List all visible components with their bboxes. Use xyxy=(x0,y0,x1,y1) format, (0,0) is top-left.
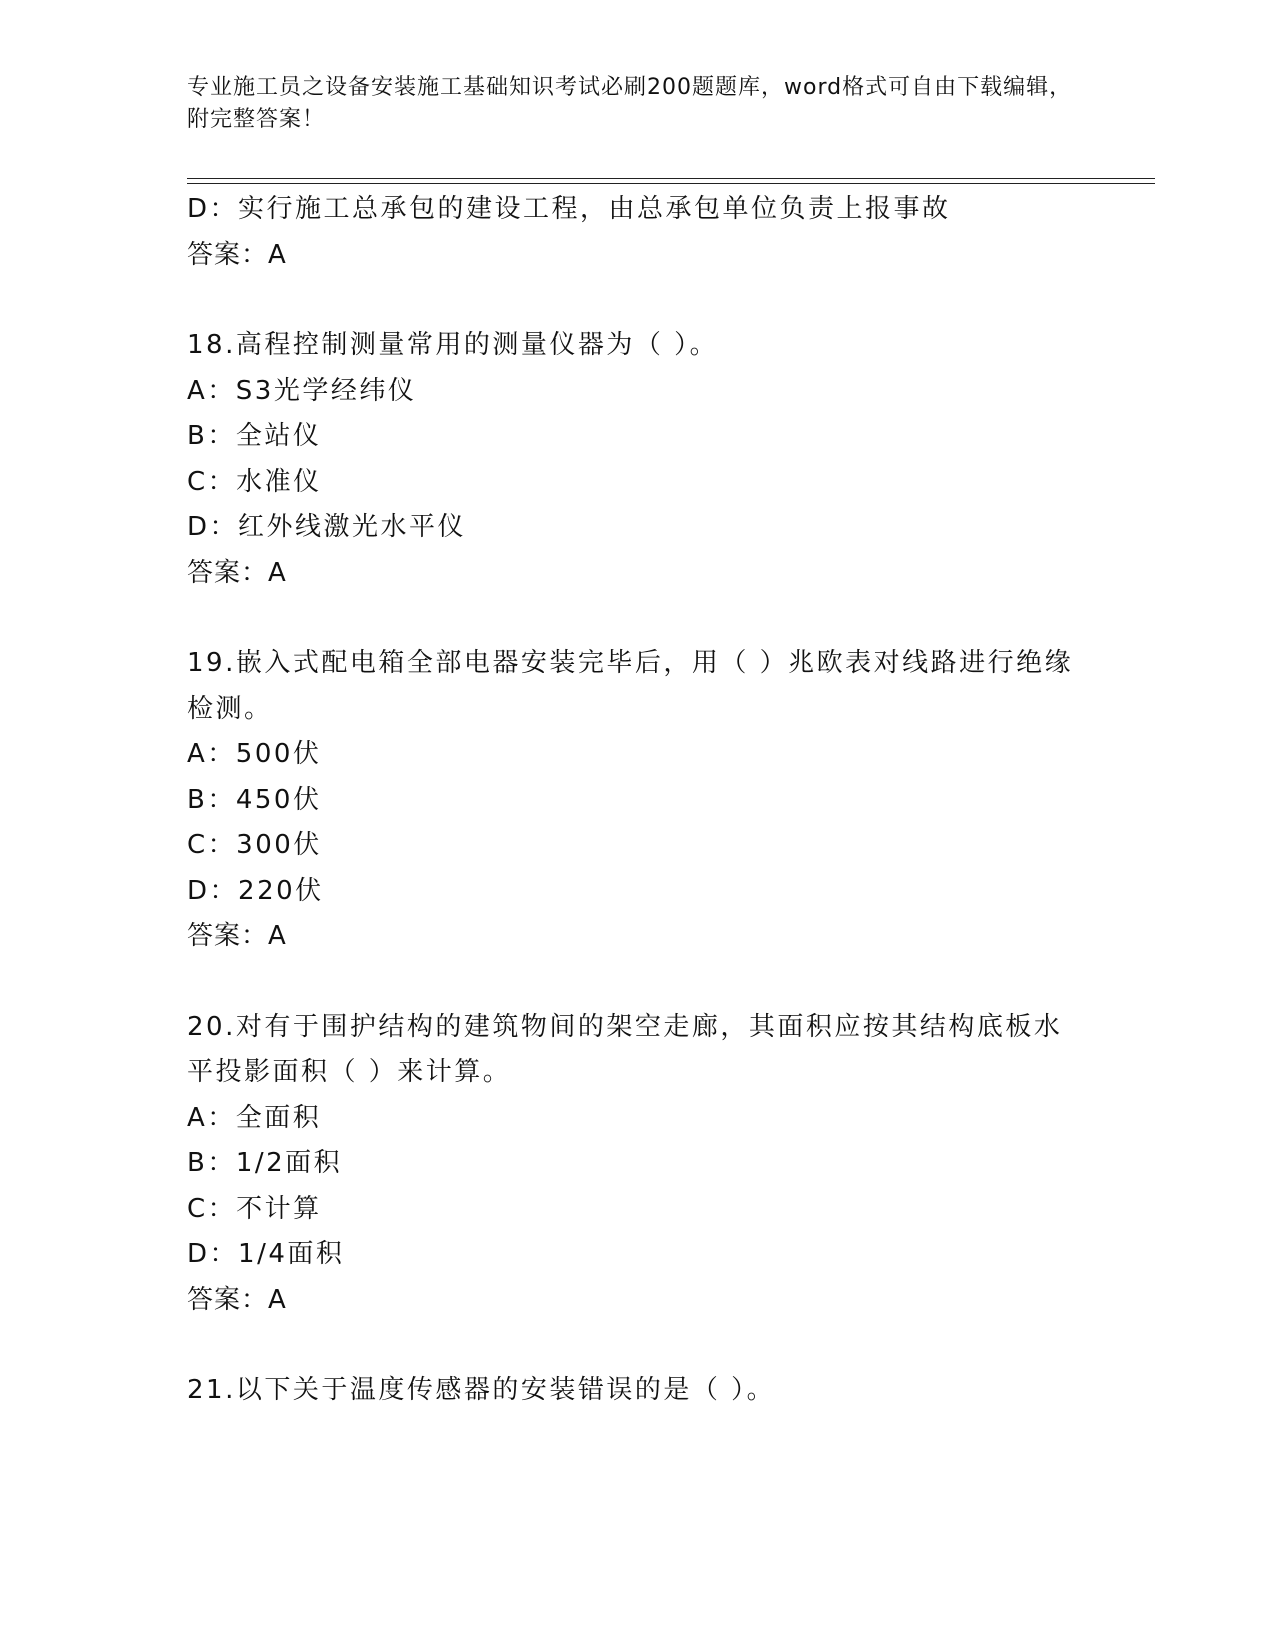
question-20 xyxy=(187,1005,1087,1324)
option-d: D：红外线激光水平仪 xyxy=(187,512,467,542)
answer: 答案：A xyxy=(187,921,287,951)
prev-answer: 答案：A xyxy=(187,239,287,270)
question-stem: 19.嵌入式配电箱全部电器安装完毕后，用（ ）兆欧表对线路进行绝缘检测。 xyxy=(187,648,1074,724)
option-d: D：220伏 xyxy=(187,875,324,906)
document-header: 专业施工员之设备安装施工基础知识考试必刷200题题库，word格式可自由下载编辑，附完整答案！ xyxy=(187,75,1073,132)
option-a: A：全面积 xyxy=(187,1102,322,1133)
question-21 xyxy=(187,1368,1087,1414)
question-19 xyxy=(187,641,1087,960)
option-c: C：300伏 xyxy=(187,830,322,860)
prev-option-d: D：实行施工总承包的建设工程，由总承包单位负责上报事故 xyxy=(187,194,951,224)
header-rule-top xyxy=(187,178,1155,179)
question-stem: 20.对有于围护结构的建筑物间的架空走廊，其面积应按其结构底板水平投影面积（ ）来计算。 xyxy=(187,1011,1063,1087)
answer: 答案：A xyxy=(187,557,287,588)
option-c: C：不计算 xyxy=(187,1193,322,1224)
option-a: A：S3光学经纬仪 xyxy=(187,375,417,406)
question-stem: 18.高程控制测量常用的测量仪器为（ ）。 xyxy=(187,330,719,360)
option-b: B：450伏 xyxy=(187,784,322,815)
question-stem: 21.以下关于温度传感器的安装错误的是（ ）。 xyxy=(187,1375,776,1405)
option-b: B：全站仪 xyxy=(187,421,322,451)
option-b: B：1/2面积 xyxy=(187,1148,343,1178)
option-d: D：1/4面积 xyxy=(187,1239,345,1269)
option-a: A：500伏 xyxy=(187,739,322,769)
header-rule-bottom xyxy=(187,183,1155,184)
page-content xyxy=(187,187,1087,1414)
question-18 xyxy=(187,323,1087,596)
answer: 答案：A xyxy=(187,1284,287,1315)
option-c: C：水准仪 xyxy=(187,466,322,497)
